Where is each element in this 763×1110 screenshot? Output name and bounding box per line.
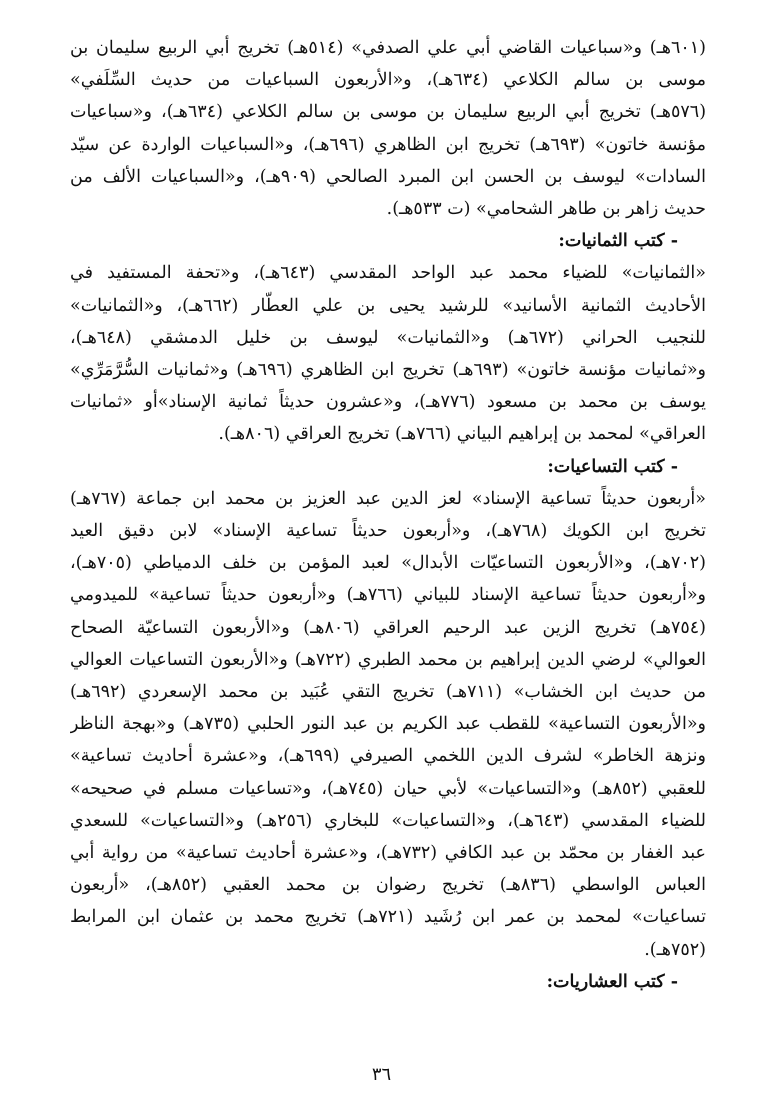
text-line: تخريج ابن الكويك (٧٦٨هـ)، و«أربعون حديثاً تساعية الإسناد» لابن دقيق العيد (70, 521, 706, 542)
text-line: السادات» ليوسف بن الحسن ابن المبرد الصالحي (٩٠٩هـ)، و«السباعيات الألف من (70, 166, 706, 187)
text-line: للضياء المقدسي (٦٤٣هـ)، و«التساعيات» للبخاري (٢٥٦هـ) و«التساعيات» للسعدي (70, 810, 706, 831)
heading-ushariyat: - كتب العشاريات: (546, 971, 678, 992)
text-line: العوالي» لرضي الدين إبراهيم بن محمد الطبري (٧٢٢هـ) و«الأربعون التساعيات العوالي (70, 649, 706, 670)
text-line: يوسف بن محمد بن مسعود (٧٧٦هـ)، و«عشرون حديثاً ثمانية الإسناد»أو «ثمانيات (70, 392, 706, 413)
paragraph-sabaiyat (70, 32, 706, 225)
text-line: و«ثمانيات مؤنسة خاتون» (٦٩٣هـ) تخريج ابن الظاهري (٦٩٦هـ) و«ثمانيات السُّرَّمَرِّي» (70, 360, 706, 381)
text-line: الأحاديث الثمانية الأسانيد» للرشيد يحيى بن علي العطّار (٦٦٢هـ)، و«الثمانيات» (70, 295, 706, 316)
text-line: للنجيب الحراني (٦٧٢هـ) و«الثمانيات» ليوسف بن خليل الدمشقي (٦٤٨هـ)، (70, 327, 706, 348)
text-line: عبد الغفار بن محمّد بن عبد الكافي (٧٣٢هـ)، و«عشرة أحاديث تساعية» من رواية أبي (70, 843, 706, 864)
text-line: و«الأربعون التساعية» للقطب عبد الكريم بن عبد النور الحلبي (٧٣٥هـ) و«بهجة الناظر (70, 714, 706, 735)
text-line: و«أربعون حديثاً تساعية الإسناد للبياني (٧٦٦هـ) و«أربعون حديثاً تساعية» للميدومي (70, 585, 706, 606)
text-line: (٥٧٦هـ) تخريج أبي الربيع سليمان بن موسى بن سالم الكلاعي (٦٣٤هـ)، و«سباعيات (70, 102, 706, 123)
heading-tusaiyat: - كتب التساعيات: (547, 456, 678, 477)
page-number: ٣٦ (371, 1064, 392, 1085)
text-line: (٧٥٢هـ). (644, 939, 706, 960)
text-line: (٧٥٤هـ) تخريج الزين عبد الرحيم العراقي (٨٠٦هـ) و«الأربعون التساعيّة الصحاح (70, 617, 706, 638)
text-line: «أربعون حديثاً تساعية الإسناد» لعز الدين عبد العزيز بن محمد ابن جماعة (٧٦٧هـ) (70, 488, 706, 509)
text-line: العراقي» لمحمد بن إبراهيم البياني (٧٦٦هـ) تخريج العراقي (٨٠٦هـ). (218, 424, 706, 445)
paragraph-tusaiyat (70, 483, 706, 966)
text-line: مؤنسة خاتون» (٦٩٣هـ) تخريج ابن الظاهري (٦٩٦هـ)، و«السباعيات الواردة عن سيّد (70, 134, 706, 155)
text-line: العباس الواسطي (٨٣٦هـ) تخريج رضوان بن محمد العقبي (٨٥٢هـ)، «أربعون (70, 875, 706, 896)
heading-thamaniyat: - كتب الثمانيات: (558, 231, 678, 252)
text-line: من حديث ابن الخشاب» (٧١١هـ) تخريج التقي عُبَيد بن محمد الإسعردي (٦٩٢هـ) (70, 682, 706, 703)
text-line: للعقبي (٨٥٢هـ) و«التساعيات» لأبي حيان (٧٤٥هـ)، و«تساعيات مسلم في صحيحه» (70, 778, 706, 799)
text-line: «الثمانيات» للضياء محمد عبد الواحد المقدسي (٦٤٣هـ)، و«تحفة المستفيد في (70, 263, 706, 284)
text-line: ونزهة الخاطر» لشرف الدين اللخمي الصيرفي (٦٩٩هـ)، و«عشرة أحاديث تساعية» (70, 746, 706, 767)
text-line: تساعيات» لمحمد بن عمر ابن رُشَيد (٧٢١هـ) تخريج محمد بن عثمان ابن المرابط (70, 907, 706, 928)
page-body (70, 32, 706, 998)
text-line: (٧٠٢هـ)، و«الأربعون التساعيّات الأبدال» لعبد المؤمن بن خلف الدمياطي (٧٠٥هـ)، (70, 553, 706, 574)
text-line: (٦٠١هـ) و«سباعيات القاضي أبي علي الصدفي» (٥١٤هـ) تخريج أبي الربيع سليمان بن (70, 38, 706, 58)
paragraph-thamaniyat (70, 257, 706, 450)
text-line: حديث زاهر بن طاهر الشحامي» (ت ٥٣٣هـ). (386, 199, 706, 220)
text-line: موسى بن سالم الكلاعي (٦٣٤هـ)، و«الأربعون السباعيات من حديث السِّلَفي» (70, 70, 706, 91)
